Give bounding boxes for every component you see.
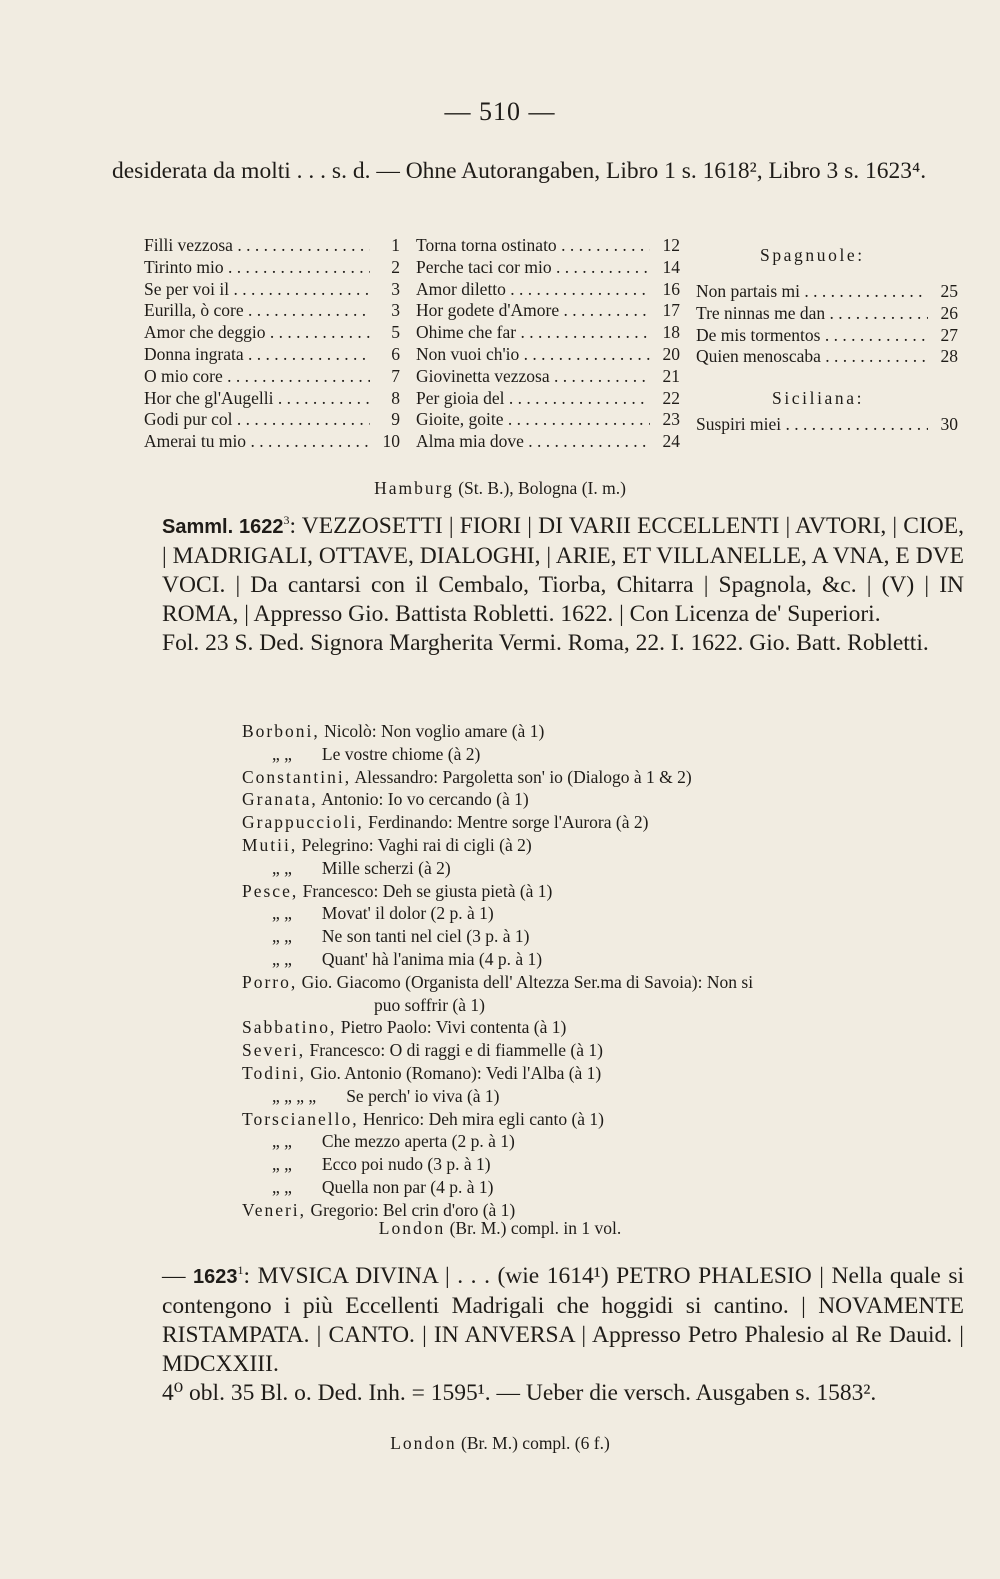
library-location bbox=[0, 478, 1000, 499]
contents-line bbox=[242, 743, 962, 766]
index-entry bbox=[144, 279, 400, 301]
index-entry-number: 6 bbox=[391, 343, 400, 364]
index-column-2 bbox=[416, 235, 680, 453]
index-entry bbox=[144, 322, 400, 344]
contents-line bbox=[242, 857, 962, 880]
ditto-mark: „ „ bbox=[272, 903, 292, 924]
index-entry-title: Amerai tu mio . . . bbox=[144, 431, 370, 453]
composition-title: Quant' hà l'anima mia (4 p. à 1) bbox=[321, 948, 543, 969]
ditto-mark: „ „ bbox=[272, 1154, 292, 1175]
index-entry-number: 7 bbox=[391, 365, 400, 386]
contents-line bbox=[242, 1108, 962, 1131]
entry-1622 bbox=[112, 512, 964, 658]
entry-title-text: : MVSICA DIVINA | . . . (wie 1614¹) PETRO PHALESIO | Nella quale si contengono i più Eccellenti Madrigali che hoggidi si cantino. | NOVAMENTE RISTAMPATA. | CANTO. | IN ANVERSA | Appresso Petro Phalesio al Re Dauid. | MDCXXIII. bbox=[162, 1263, 965, 1377]
composition-title: Che mezzo aperta (2 p. à 1) bbox=[321, 1131, 515, 1152]
contents-line bbox=[242, 834, 962, 857]
composition-title: Mille scherzi (à 2) bbox=[321, 857, 451, 878]
composer-name: Sabbatino, bbox=[242, 1017, 337, 1038]
entry-title-text: : VEZZOSETTI | FIORI | DI VARII ECCELLENTI | AVTORI, | CIOE, | MADRIGALI, OTTAVE, DIALOGHI, | ARIE, ET VILLANELLE, A VNA, E DVE VOCI. | Da cantarsi con il Cembalo, Tiorba, Chitarra | Spagnola, &c. | (V) | IN ROMA, | Appresso Gio. Battista Robletti. 1622. | Con Licenza de' Superiori. bbox=[162, 513, 964, 627]
contents-line bbox=[242, 1153, 962, 1176]
index-entry-number: 24 bbox=[662, 431, 680, 452]
index-entry-number: 22 bbox=[662, 387, 680, 408]
intro-paragraph: desiderata da molti . . . s. d. — Ohne Autorangaben, Libro 1 s. 1618², Libro 3 s. 1623⁴. bbox=[112, 158, 927, 184]
entry-title bbox=[112, 512, 964, 629]
contents-list bbox=[242, 720, 962, 1222]
siciliana-heading: Siciliana: bbox=[772, 388, 865, 408]
index-entry-number: 18 bbox=[662, 322, 680, 343]
contents-line bbox=[242, 1016, 962, 1039]
index-entry bbox=[416, 257, 680, 279]
index-entry-title: Non vuoi ch'io . . . bbox=[416, 344, 650, 366]
index-column-1 bbox=[144, 235, 400, 453]
contents-line bbox=[242, 1039, 962, 1062]
index-entry bbox=[416, 409, 680, 431]
contents-line bbox=[242, 788, 962, 811]
entry-1623 bbox=[112, 1262, 964, 1408]
index-entry-title: Suspiri miei . . . bbox=[696, 414, 928, 436]
index-entry-title: O mio core . . . bbox=[144, 366, 370, 388]
index-entry-number: 9 bbox=[391, 409, 400, 430]
index-entry bbox=[144, 300, 400, 322]
index-entry-number: 3 bbox=[391, 300, 400, 321]
index-entry-title: Eurilla, ò core . . . bbox=[144, 300, 370, 322]
composer-name: Mutii, bbox=[242, 834, 298, 855]
entry-siglum-sup: 3 bbox=[283, 513, 290, 528]
index-entry-number: 16 bbox=[662, 278, 680, 299]
composer-name: Torscianello, bbox=[242, 1108, 359, 1129]
index-entry-title: Giovinetta vezzosa . . . bbox=[416, 366, 650, 388]
composition-title: Francesco: O di raggi e di fiammelle (à 1) bbox=[309, 1040, 603, 1061]
contents-line bbox=[242, 1176, 962, 1199]
composition-title: Gregorio: Bel crin d'oro (à 1) bbox=[310, 1199, 516, 1220]
composition-title: Gio. Giacomo (Organista dell' Altezza Ser.ma di Savoia): Non si bbox=[301, 971, 754, 992]
composition-title: Henrico: Deh mira egli canto (à 1) bbox=[363, 1108, 605, 1129]
index-entry bbox=[416, 366, 680, 388]
index-entry-title: Torna torna ostinato . . . bbox=[416, 235, 650, 257]
composition-title: Le vostre chiome (à 2) bbox=[321, 743, 481, 764]
contents-line bbox=[242, 971, 962, 994]
entry-description: Fol. 23 S. Ded. Signora Margherita Vermi. Roma, 22. I. 1622. Gio. Batt. Robletti. bbox=[162, 630, 929, 656]
index-entry-number: 27 bbox=[940, 324, 958, 345]
library-location-3 bbox=[0, 1433, 1000, 1454]
index-entry-title: Ohime che far . . . bbox=[416, 322, 650, 344]
index-entry-title: Hor che gl'Augelli . . . bbox=[144, 388, 370, 410]
library-sigla: (St. B.), Bologna (I. m.) bbox=[458, 478, 626, 498]
contents-line bbox=[242, 994, 962, 1017]
index-entry-number: 10 bbox=[382, 431, 400, 452]
composition-title: Pelegrino: Vaghi rai di cigli (à 2) bbox=[301, 834, 532, 855]
index-entry-title: Perche taci cor mio . . . bbox=[416, 257, 650, 279]
contents-line bbox=[242, 880, 962, 903]
index-entry bbox=[696, 281, 958, 303]
composer-name: Grappuccioli, bbox=[242, 812, 364, 833]
ditto-mark: „ „ bbox=[272, 1131, 292, 1152]
composition-title: Pietro Paolo: Vivi contenta (à 1) bbox=[340, 1017, 567, 1038]
composition-title: Alessandro: Pargoletta son' io (Dialogo à 1 & 2) bbox=[354, 766, 692, 787]
page-number: — 510 — bbox=[444, 97, 556, 126]
index-entry bbox=[144, 388, 400, 410]
index-entry-number: 17 bbox=[662, 300, 680, 321]
entry-siglum: 1623 bbox=[193, 1266, 238, 1288]
composition-title: Antonio: Io vo cercando (à 1) bbox=[321, 789, 529, 810]
index-entry-title: Se per voi il . . . bbox=[144, 279, 370, 301]
index-entry bbox=[416, 235, 680, 257]
index-entry-number: 23 bbox=[662, 409, 680, 430]
index-entry-title: Per gioia del . . . bbox=[416, 388, 650, 410]
composition-title: Nicolò: Non voglio amare (à 1) bbox=[324, 721, 545, 741]
index-entry-number: 30 bbox=[940, 414, 958, 434]
contents-line bbox=[242, 1085, 962, 1108]
library-sigla: (Br. M.) compl. in 1 vol. bbox=[449, 1218, 622, 1238]
index-entry bbox=[416, 322, 680, 344]
index-entry-number: 26 bbox=[940, 302, 958, 323]
composer-name: Severi, bbox=[242, 1040, 306, 1061]
index-column-siciliana bbox=[696, 414, 958, 436]
index-entry bbox=[144, 366, 400, 388]
composition-title: Ne son tanti nel ciel (3 p. à 1) bbox=[321, 926, 530, 947]
index-entry-number: 20 bbox=[662, 343, 680, 364]
ditto-mark: „ „ bbox=[272, 1176, 292, 1197]
index-entry bbox=[696, 303, 958, 325]
index-entry-title: Amor che deggio . . . bbox=[144, 322, 370, 344]
ditto-mark: „ „ bbox=[272, 743, 292, 764]
library-sigla: (Br. M.) compl. (6 f.) bbox=[461, 1433, 610, 1453]
ditto-mark: „ „ bbox=[272, 948, 292, 969]
composition-title: Se perch' io viva (à 1) bbox=[346, 1085, 500, 1106]
composer-name: Constantini, bbox=[242, 766, 352, 787]
contents-line bbox=[242, 811, 962, 834]
composition-title: Gio. Antonio (Romano): Vedi l'Alba (à 1) bbox=[310, 1062, 602, 1083]
ditto-mark: „ „ bbox=[272, 857, 292, 878]
index-entry bbox=[144, 344, 400, 366]
index-column-spagnuole bbox=[696, 281, 958, 368]
spagnuole-heading: Spagnuole: bbox=[760, 245, 865, 265]
index-entry-number: 25 bbox=[940, 281, 958, 301]
index-entry bbox=[696, 325, 958, 347]
composer-name: Porro, bbox=[242, 971, 298, 992]
index-entry-title: Filli vezzosa . . . bbox=[144, 235, 370, 257]
composition-title: Ferdinando: Mentre sorge l'Aurora (à 2) bbox=[368, 812, 649, 833]
index-entry-number: 1 bbox=[391, 235, 400, 255]
index-entry bbox=[416, 388, 680, 410]
index-entry-number: 8 bbox=[391, 387, 400, 408]
index-entry-title: Quien menoscaba . . . bbox=[696, 346, 928, 368]
entry-siglum: Samml. 1622 bbox=[162, 516, 284, 538]
index-entry-title: Tirinto mio . . . bbox=[144, 257, 370, 279]
contents-line bbox=[242, 948, 962, 971]
ditto-mark: „ „ „ „ bbox=[272, 1085, 317, 1106]
contents-line bbox=[242, 1130, 962, 1153]
contents-continuation: puo soffrir (à 1) bbox=[374, 994, 485, 1015]
index-entry bbox=[416, 279, 680, 301]
index-entry-title: Tre ninnas me dan . . . bbox=[696, 303, 928, 325]
library-city: Hamburg bbox=[374, 478, 454, 498]
index-entry-number: 3 bbox=[391, 278, 400, 299]
index-entry-title: Godi pur col . . . bbox=[144, 409, 370, 431]
library-city: London bbox=[378, 1218, 446, 1238]
index-entry-number: 2 bbox=[391, 256, 400, 277]
composition-title: Francesco: Deh se giusta pietà (à 1) bbox=[302, 880, 553, 901]
index-entry-title: Hor godete d'Amore . . . bbox=[416, 300, 650, 322]
contents-line bbox=[242, 720, 962, 743]
index-entry bbox=[416, 431, 680, 453]
contents-line bbox=[242, 1062, 962, 1085]
entry-title: — 1623$^1$: MVSICA DIVINA | . . . (wie 1614¹) PETRO PHALESIO | Nella quale si contengono i più Eccellenti Madrigali che hoggidi si cantino. | NOVAMENTE RISTAMPATA. | CANTO. | IN ANVERSA | Appresso Petro Phalesio al Re Dauid. | MDCXXIII. bbox=[162, 1263, 965, 1377]
index-entry-title: Gioite, goite . . . bbox=[416, 409, 650, 431]
composition-title: Movat' il dolor (2 p. à 1) bbox=[321, 903, 494, 924]
index-entry-title: Non partais mi . . . bbox=[696, 281, 928, 303]
index-entry bbox=[416, 344, 680, 366]
index-entry bbox=[144, 409, 400, 431]
index-entry-number: 5 bbox=[391, 322, 400, 343]
index-entry bbox=[144, 431, 400, 453]
index-entry-number: 12 bbox=[662, 235, 680, 255]
index-entry-title: Alma mia dove . . . bbox=[416, 431, 650, 453]
index-entry-number: 28 bbox=[940, 346, 958, 367]
index-entry bbox=[144, 235, 400, 257]
index-entry bbox=[144, 257, 400, 279]
index-entry bbox=[696, 346, 958, 368]
composer-name: Todini, bbox=[242, 1062, 306, 1083]
composer-name: Pesce, bbox=[242, 880, 299, 901]
index-entry-title: De mis tormentos . . . bbox=[696, 325, 928, 347]
index-entry-title: Donna ingrata . . . bbox=[144, 344, 370, 366]
composer-name: Granata, bbox=[242, 789, 318, 810]
library-location-2 bbox=[0, 1218, 1000, 1239]
composer-name: Borboni, bbox=[242, 721, 320, 741]
index-entry bbox=[416, 300, 680, 322]
entry-siglum-sup: 1 bbox=[237, 1263, 244, 1278]
index-entry bbox=[696, 414, 958, 436]
entry-description: 4⁰ obl. 35 Bl. o. Ded. Inh. = 1595¹. — Ueber die versch. Ausgaben s. 1583². bbox=[162, 1380, 877, 1406]
ditto-mark: „ „ bbox=[272, 926, 292, 947]
index-entry-number: 14 bbox=[662, 256, 680, 277]
contents-line bbox=[242, 766, 962, 789]
index-entry-title: Amor diletto . . . bbox=[416, 279, 650, 301]
composition-title: Quella non par (4 p. à 1) bbox=[321, 1176, 494, 1197]
library-city: London bbox=[390, 1433, 457, 1453]
composition-title: Ecco poi nudo (3 p. à 1) bbox=[321, 1154, 491, 1175]
composer-name: Veneri, bbox=[242, 1199, 307, 1220]
contents-line bbox=[242, 925, 962, 948]
contents-line bbox=[242, 902, 962, 925]
index-entry-number: 21 bbox=[662, 365, 680, 386]
